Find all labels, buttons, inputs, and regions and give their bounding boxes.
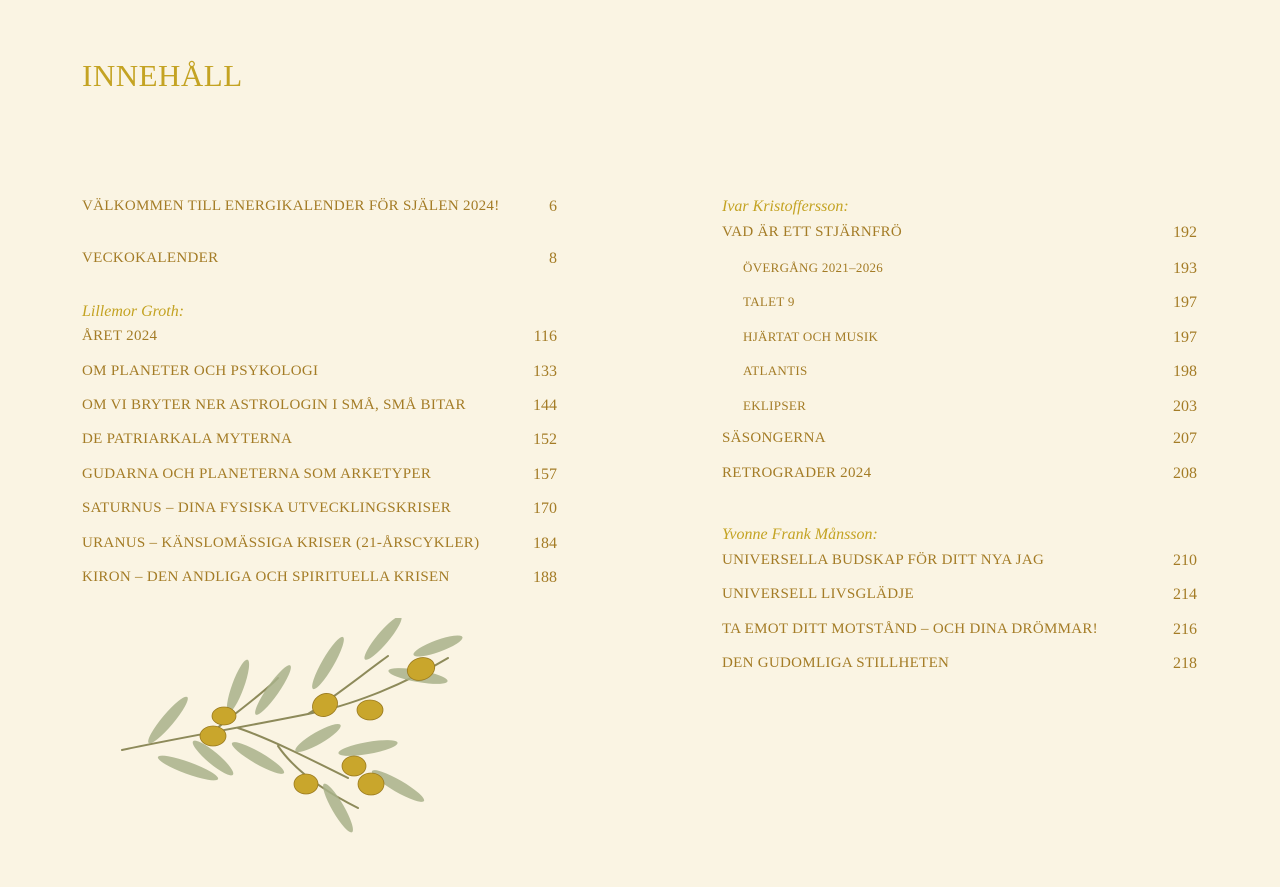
toc-entry-label: RETROGRADER 2024 bbox=[722, 465, 872, 481]
toc-entry-page: 197 bbox=[1173, 329, 1197, 346]
toc-entry-label: OM VI BRYTER NER ASTROLOGIN I SMÅ, SMÅ BITAR bbox=[82, 397, 466, 413]
section-author: Ivar Kristoffersson: bbox=[722, 198, 849, 215]
toc-entry[interactable] bbox=[722, 621, 1197, 643]
toc-subentry[interactable] bbox=[722, 398, 1197, 420]
toc-subentry[interactable] bbox=[722, 363, 1197, 385]
toc-entry[interactable] bbox=[722, 586, 1197, 608]
toc-entry-page: 214 bbox=[1173, 586, 1197, 603]
toc-entry[interactable] bbox=[82, 250, 557, 272]
toc-entry-label: SATURNUS – DINA FYSISKA UTVECKLINGSKRISER bbox=[82, 500, 452, 516]
toc-entry-label: TA EMOT DITT MOTSTÅND – OCH DINA DRÖMMAR! bbox=[722, 621, 1098, 637]
section-author: Lillemor Groth: bbox=[82, 303, 185, 320]
toc-entry-page: 157 bbox=[533, 466, 557, 483]
toc-entry-page: 198 bbox=[1173, 363, 1197, 380]
toc-entry-page: 184 bbox=[533, 535, 557, 552]
toc-entry-page: 144 bbox=[533, 397, 557, 414]
toc-entry-page: 216 bbox=[1173, 621, 1197, 638]
toc-entry-page: 188 bbox=[533, 569, 557, 586]
toc-entry[interactable] bbox=[82, 535, 557, 557]
toc-right-column bbox=[722, 0, 1197, 887]
toc-entry-page: 133 bbox=[533, 363, 557, 380]
toc-entry-label: GUDARNA OCH PLANETERNA SOM ARKETYPER bbox=[82, 466, 432, 482]
toc-entry-label: VAD ÄR ETT STJÄRNFRÖ bbox=[722, 224, 903, 240]
toc-entry-page: 116 bbox=[533, 328, 557, 345]
toc-entry-label: UNIVERSELLA BUDSKAP FÖR DITT NYA JAG bbox=[722, 552, 1045, 568]
toc-entry-label: EKLIPSER bbox=[743, 398, 807, 413]
toc-entry-label: OM PLANETER OCH PSYKOLOGI bbox=[82, 363, 319, 379]
toc-entry[interactable] bbox=[82, 397, 557, 419]
toc-entry[interactable] bbox=[82, 328, 557, 350]
toc-entry[interactable] bbox=[82, 466, 557, 488]
toc-subentry[interactable] bbox=[722, 294, 1197, 316]
toc-entry[interactable] bbox=[82, 569, 557, 591]
toc-entry-label: ÅRET 2024 bbox=[82, 328, 158, 344]
toc-entry[interactable] bbox=[722, 552, 1197, 574]
toc-entry[interactable] bbox=[722, 655, 1197, 677]
toc-entry-page: 210 bbox=[1173, 552, 1197, 569]
toc-entry-label: DE PATRIARKALA MYTERNA bbox=[82, 431, 293, 447]
toc-entry-label: VECKOKALENDER bbox=[82, 250, 219, 266]
toc-entry-label: DEN GUDOMLIGA STILLHETEN bbox=[722, 655, 950, 671]
toc-entry[interactable] bbox=[722, 430, 1197, 452]
toc-entry-page: 208 bbox=[1173, 465, 1197, 482]
toc-entry-label: UNIVERSELL LIVSGLÄDJE bbox=[722, 586, 914, 602]
toc-entry-label: ÖVERGÅNG 2021–2026 bbox=[743, 260, 884, 275]
olive-branch-icon bbox=[118, 618, 478, 838]
toc-entry-label: SÄSONGERNA bbox=[722, 430, 826, 446]
toc-entry-page: 170 bbox=[533, 500, 557, 517]
toc-entry[interactable] bbox=[82, 198, 557, 220]
toc-entry-page: 6 bbox=[549, 198, 557, 215]
toc-subentry[interactable] bbox=[722, 260, 1197, 282]
toc-subentry[interactable] bbox=[722, 329, 1197, 351]
toc-entry-label: KIRON – DEN ANDLIGA OCH SPIRITUELLA KRISEN bbox=[82, 569, 450, 585]
toc-entry[interactable] bbox=[82, 500, 557, 522]
toc-entry-label: ATLANTIS bbox=[743, 363, 808, 378]
toc-entry[interactable] bbox=[722, 465, 1197, 487]
toc-entry-page: 197 bbox=[1173, 294, 1197, 311]
toc-entry-page: 203 bbox=[1173, 398, 1197, 415]
toc-entry-label: HJÄRTAT OCH MUSIK bbox=[743, 329, 879, 344]
toc-entry-page: 192 bbox=[1173, 224, 1197, 241]
toc-entry-page: 152 bbox=[533, 431, 557, 448]
toc-entry[interactable] bbox=[82, 431, 557, 453]
toc-entry-label: TALET 9 bbox=[743, 294, 795, 309]
toc-entry-label: URANUS – KÄNSLOMÄSSIGA KRISER (21-ÅRSCYKLER) bbox=[82, 535, 480, 551]
toc-entry[interactable] bbox=[722, 224, 1197, 246]
page-title: INNEHÅLL bbox=[82, 58, 243, 93]
toc-entry[interactable] bbox=[82, 363, 557, 385]
toc-entry-page: 207 bbox=[1173, 430, 1197, 447]
toc-entry-page: 193 bbox=[1173, 260, 1197, 277]
toc-entry-page: 218 bbox=[1173, 655, 1197, 672]
section-author: Yvonne Frank Månsson: bbox=[722, 526, 878, 543]
toc-entry-label: VÄLKOMMEN TILL ENERGIKALENDER FÖR SJÄLEN 2024! bbox=[82, 198, 500, 214]
toc-entry-page: 8 bbox=[549, 250, 557, 267]
